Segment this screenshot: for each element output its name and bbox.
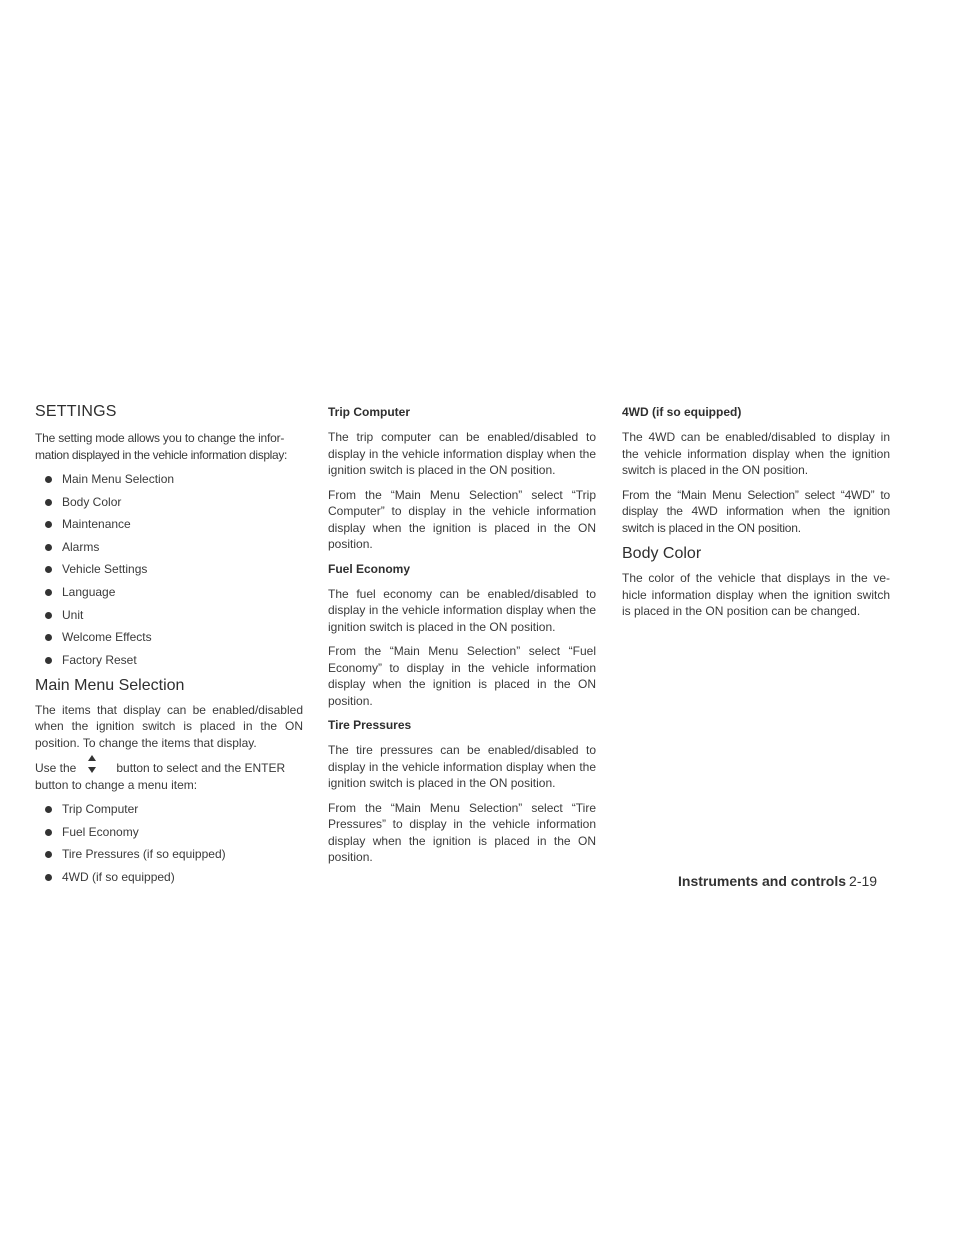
bullet-icon <box>45 521 52 528</box>
use-instruction-line-1: Use the button to select and the ENTER <box>35 759 303 777</box>
tire-pressures-paragraph-2: From the “Main Menu Selection” select “Tire Pressures” to display in the vehicle information display when the ignition is placed in the ON position. <box>328 800 596 864</box>
bullet-icon <box>45 657 52 664</box>
column-1 <box>35 402 303 892</box>
page-footer <box>678 873 898 889</box>
list-item: 4WD (if so equipped) <box>35 869 303 885</box>
trip-computer-paragraph-1: The trip computer can be enabled/disabled to display in the vehicle information display when the ignition switch is placed in the ON position. <box>328 430 596 477</box>
menu-items-list <box>35 801 303 885</box>
bullet-icon <box>45 874 52 881</box>
settings-heading: SETTINGS <box>35 403 117 420</box>
bullet-icon <box>45 476 52 483</box>
settings-list <box>35 471 303 668</box>
list-item: Factory Reset <box>35 652 303 668</box>
body-color-heading: Body Color <box>622 545 702 562</box>
body-color-paragraph: The color of the vehicle that displays in the ve- hicle information display when the ignition switch is placed in the ON position can be changed. <box>622 571 890 618</box>
bullet-icon <box>45 612 52 619</box>
fuel-economy-heading: Fuel Economy <box>328 561 411 576</box>
column-3 <box>622 402 890 628</box>
tire-pressures-heading: Tire Pressures <box>328 718 412 732</box>
main-menu-paragraph: The items that display can be enabled/disabled when the ignition switch is placed in the ON position. To change the items that display. <box>35 702 303 750</box>
settings-intro-line-1: The setting mode allows you to change the infor- <box>35 431 285 445</box>
tire-pressures-paragraph-1: The tire pressures can be enabled/disabled to display in the vehicle information display when the ignition switch is placed in the ON position. <box>328 743 596 790</box>
4wd-paragraph-2: From the “Main Menu Selection” select “4WD” to display the 4WD information when the ignition switch is placed in the ON position. <box>622 487 890 535</box>
column-2 <box>328 402 596 874</box>
main-menu-heading: Main Menu Selection <box>35 676 185 694</box>
bullet-icon <box>45 566 52 573</box>
list-item: Language <box>35 584 303 600</box>
list-item: Tire Pressures (if so equipped) <box>35 846 303 862</box>
4wd-paragraph-1: The 4WD can be enabled/disabled to display in the vehicle information display when the ignition switch is placed in the ON position. <box>622 430 890 477</box>
bullet-icon <box>45 589 52 596</box>
trip-computer-heading: Trip Computer <box>328 405 411 419</box>
list-item: Maintenance <box>35 516 303 532</box>
use-instruction-line-2: button to change a menu item: <box>35 777 198 792</box>
fuel-economy-paragraph-1: The fuel economy can be enabled/disabled to display in the vehicle information display when the ignition switch is placed in the ON position. <box>328 586 596 634</box>
list-item: Main Menu Selection <box>35 471 303 487</box>
up-down-arrow-icon <box>80 759 106 775</box>
4wd-heading: 4WD (if so equipped) <box>622 405 742 419</box>
bullet-icon <box>45 806 52 813</box>
list-item: Alarms <box>35 539 303 555</box>
bullet-icon <box>45 499 52 506</box>
fuel-economy-paragraph-2: From the “Main Menu Selection” select “Fuel Economy” to display in the vehicle information display when the ignition is placed in the ON position. <box>328 644 596 708</box>
list-item: Vehicle Settings <box>35 561 303 577</box>
bullet-icon <box>45 851 52 858</box>
list-item: Fuel Economy <box>35 824 303 840</box>
footer-section-title: Instruments and controls <box>678 873 847 889</box>
bullet-icon <box>45 829 52 836</box>
trip-computer-paragraph-2: From the “Main Menu Selection” select “Trip Computer” to display in the vehicle information display when the ignition is placed in the ON position. <box>328 487 596 551</box>
bullet-icon <box>45 544 52 551</box>
bullet-icon <box>45 634 52 641</box>
list-item: Body Color <box>35 494 303 510</box>
list-item: Unit <box>35 607 303 623</box>
list-item: Welcome Effects <box>35 629 303 645</box>
list-item: Trip Computer <box>35 801 303 817</box>
settings-intro-line-2: mation displayed in the vehicle information display: <box>35 447 287 462</box>
page-number: 2-19 <box>849 873 878 889</box>
